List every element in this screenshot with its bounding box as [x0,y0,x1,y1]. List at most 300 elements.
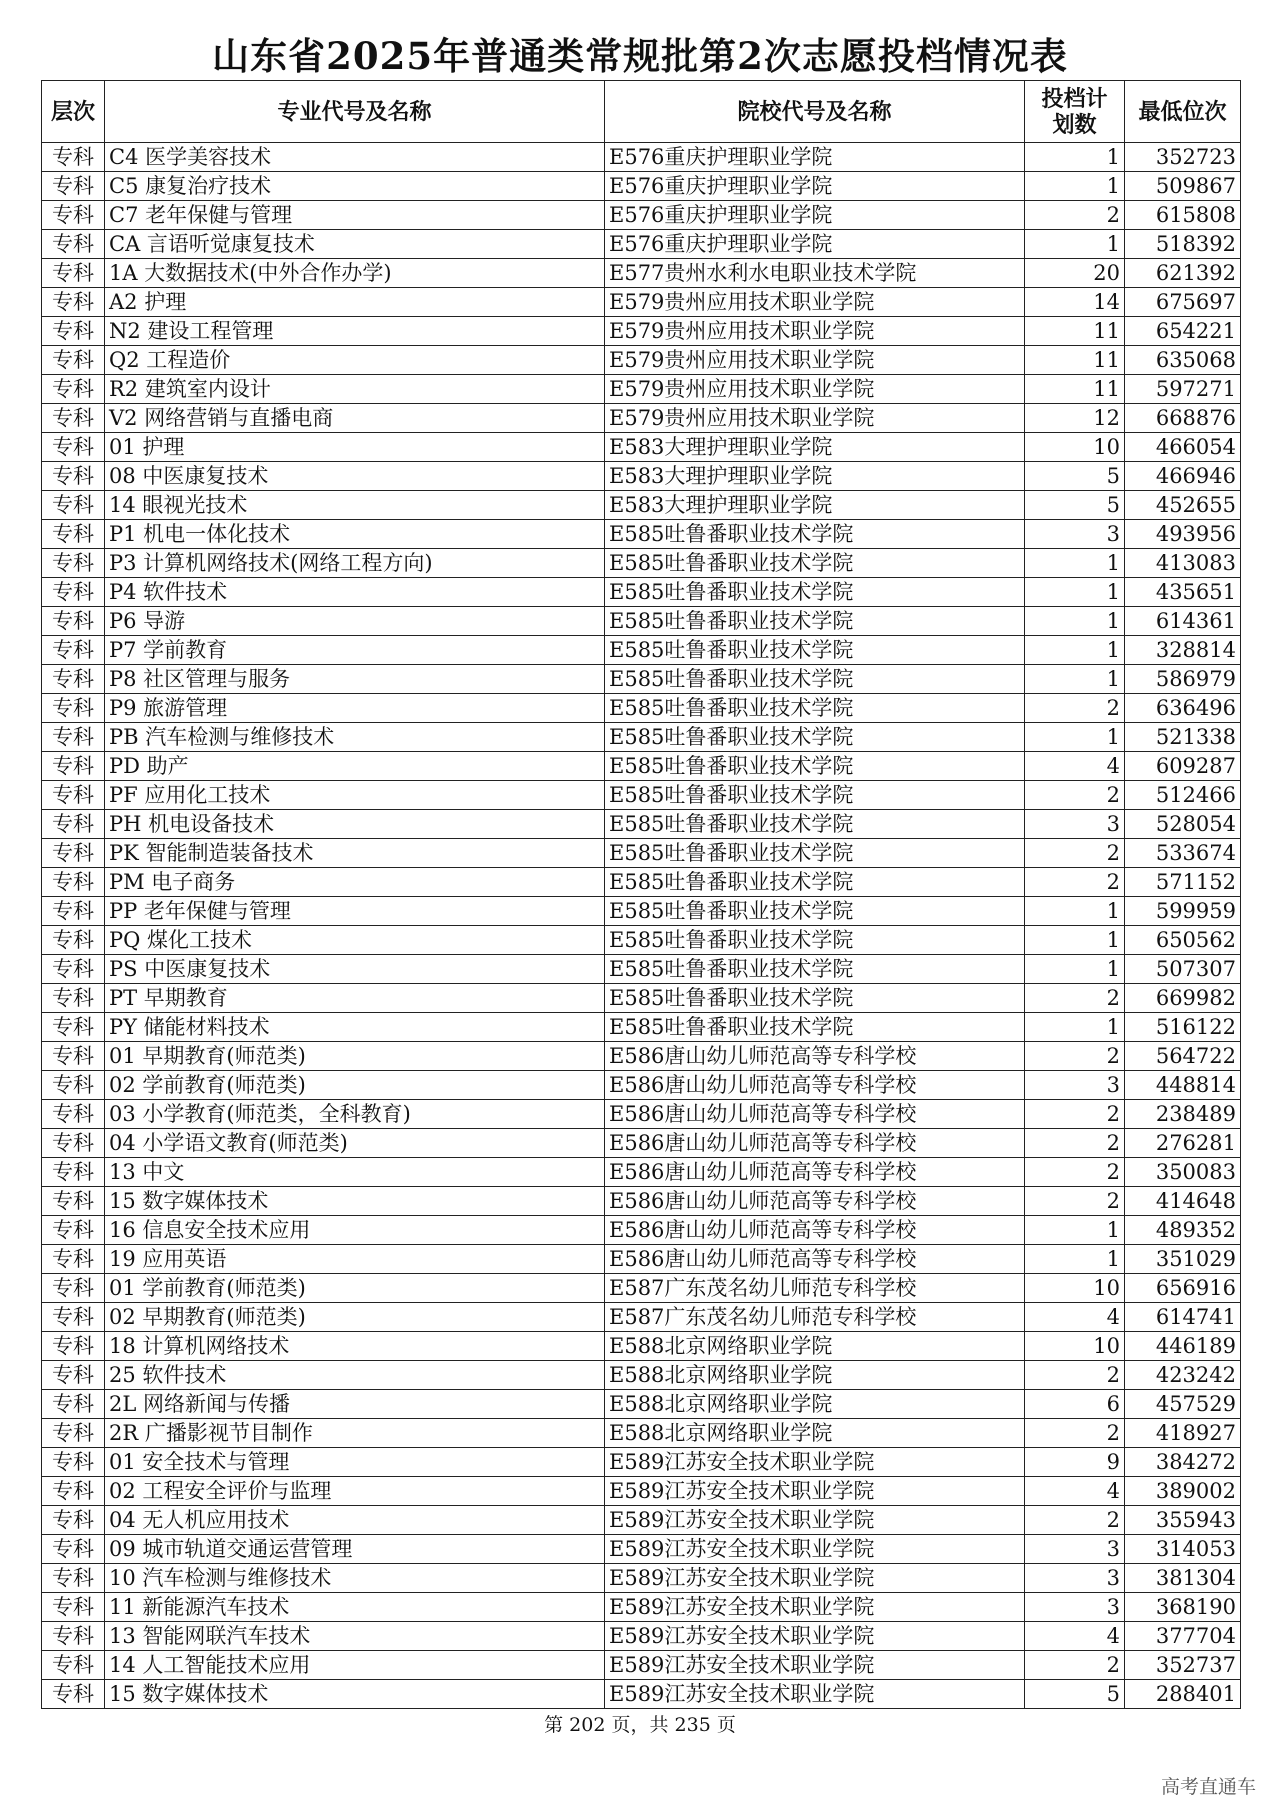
cell-school: E587广东茂名幼儿师范专科学校 [605,1274,1025,1303]
cell-level: 专科 [42,404,105,433]
table-row [42,1680,1241,1709]
admissions-table [41,80,1241,1709]
cell-level: 专科 [42,1216,105,1245]
cell-plan: 2 [1025,839,1125,868]
cell-school: E576重庆护理职业学院 [605,230,1025,259]
header-level: 层次 [42,81,105,143]
cell-rank: 615808 [1125,201,1241,230]
cell-school: E579贵州应用技术职业学院 [605,404,1025,433]
cell-rank: 669982 [1125,984,1241,1013]
cell-rank: 350083 [1125,1158,1241,1187]
table-row [42,1158,1241,1187]
table-row [42,259,1241,288]
cell-major: 15 数字媒体技术 [105,1680,605,1709]
cell-school: E585吐鲁番职业技术学院 [605,810,1025,839]
cell-rank: 435651 [1125,578,1241,607]
cell-major: 02 早期教育(师范类) [105,1303,605,1332]
cell-level: 专科 [42,897,105,926]
cell-school: E585吐鲁番职业技术学院 [605,694,1025,723]
cell-rank: 355943 [1125,1506,1241,1535]
table-row [42,665,1241,694]
cell-major: C4 医学美容技术 [105,143,605,172]
cell-plan: 2 [1025,1361,1125,1390]
cell-major: PH 机电设备技术 [105,810,605,839]
cell-plan: 10 [1025,433,1125,462]
cell-plan: 2 [1025,1129,1125,1158]
cell-school: E585吐鲁番职业技术学院 [605,549,1025,578]
table-row [42,781,1241,810]
cell-school: E579贵州应用技术职业学院 [605,317,1025,346]
cell-school: E585吐鲁番职业技术学院 [605,665,1025,694]
cell-rank: 489352 [1125,1216,1241,1245]
cell-major: 16 信息安全技术应用 [105,1216,605,1245]
table-row [42,1013,1241,1042]
table-row [42,288,1241,317]
page-footer: 第 202 页，共 235 页 [544,1714,736,1736]
cell-major: 08 中医康复技术 [105,462,605,491]
cell-rank: 389002 [1125,1477,1241,1506]
table-row [42,1187,1241,1216]
cell-rank: 675697 [1125,288,1241,317]
header-major: 专业代号及名称 [105,81,605,143]
cell-major: 14 人工智能技术应用 [105,1651,605,1680]
table-row [42,1216,1241,1245]
table-row [42,1419,1241,1448]
cell-rank: 457529 [1125,1390,1241,1419]
cell-school: E589江苏安全技术职业学院 [605,1622,1025,1651]
cell-rank: 238489 [1125,1100,1241,1129]
cell-level: 专科 [42,1390,105,1419]
cell-level: 专科 [42,375,105,404]
table-row [42,926,1241,955]
cell-level: 专科 [42,781,105,810]
cell-plan: 5 [1025,462,1125,491]
table-row [42,549,1241,578]
cell-level: 专科 [42,578,105,607]
table-row [42,1622,1241,1651]
cell-plan: 4 [1025,1477,1125,1506]
cell-plan: 6 [1025,1390,1125,1419]
cell-level: 专科 [42,1535,105,1564]
cell-school: E585吐鲁番职业技术学院 [605,839,1025,868]
cell-rank: 614741 [1125,1303,1241,1332]
cell-rank: 509867 [1125,172,1241,201]
cell-major: 02 学前教育(师范类) [105,1071,605,1100]
cell-rank: 352737 [1125,1651,1241,1680]
table-row [42,1042,1241,1071]
cell-level: 专科 [42,346,105,375]
cell-major: V2 网络营销与直播电商 [105,404,605,433]
cell-plan: 3 [1025,1564,1125,1593]
cell-rank: 351029 [1125,1245,1241,1274]
cell-level: 专科 [42,636,105,665]
cell-major: C5 康复治疗技术 [105,172,605,201]
cell-plan: 1 [1025,636,1125,665]
cell-rank: 521338 [1125,723,1241,752]
cell-school: E585吐鲁番职业技术学院 [605,868,1025,897]
table-row [42,897,1241,926]
cell-plan: 2 [1025,1042,1125,1071]
table-row [42,1651,1241,1680]
cell-plan: 2 [1025,201,1125,230]
table-row [42,433,1241,462]
table-header-row [42,81,1241,143]
cell-level: 专科 [42,752,105,781]
cell-school: E589江苏安全技术职业学院 [605,1477,1025,1506]
cell-major: 03 小学教育(师范类，全科教育) [105,1100,605,1129]
cell-level: 专科 [42,1622,105,1651]
cell-major: P4 软件技术 [105,578,605,607]
cell-school: E577贵州水利水电职业技术学院 [605,259,1025,288]
cell-school: E588北京网络职业学院 [605,1390,1025,1419]
cell-plan: 1 [1025,578,1125,607]
table-row [42,520,1241,549]
cell-plan: 2 [1025,781,1125,810]
table-row [42,1303,1241,1332]
cell-level: 专科 [42,1129,105,1158]
cell-level: 专科 [42,172,105,201]
cell-major: P8 社区管理与服务 [105,665,605,694]
cell-school: E585吐鲁番职业技术学院 [605,520,1025,549]
cell-school: E589江苏安全技术职业学院 [605,1506,1025,1535]
table-row [42,1361,1241,1390]
cell-level: 专科 [42,955,105,984]
cell-school: E586唐山幼儿师范高等专科学校 [605,1187,1025,1216]
cell-level: 专科 [42,1506,105,1535]
cell-plan: 1 [1025,897,1125,926]
cell-plan: 1 [1025,607,1125,636]
cell-rank: 446189 [1125,1332,1241,1361]
cell-level: 专科 [42,868,105,897]
cell-major: P6 导游 [105,607,605,636]
table-row [42,723,1241,752]
cell-level: 专科 [42,143,105,172]
cell-plan: 1 [1025,1013,1125,1042]
cell-plan: 2 [1025,1100,1125,1129]
table-row [42,1274,1241,1303]
cell-level: 专科 [42,723,105,752]
cell-school: E576重庆护理职业学院 [605,201,1025,230]
cell-level: 专科 [42,665,105,694]
cell-major: 10 汽车检测与维修技术 [105,1564,605,1593]
cell-rank: 571152 [1125,868,1241,897]
cell-level: 专科 [42,1071,105,1100]
cell-plan: 3 [1025,1071,1125,1100]
table-row [42,839,1241,868]
cell-school: E589江苏安全技术职业学院 [605,1680,1025,1709]
cell-level: 专科 [42,1187,105,1216]
cell-level: 专科 [42,201,105,230]
cell-rank: 599959 [1125,897,1241,926]
table-row [42,1506,1241,1535]
cell-plan: 2 [1025,1187,1125,1216]
cell-school: E587广东茂名幼儿师范专科学校 [605,1303,1025,1332]
cell-plan: 12 [1025,404,1125,433]
cell-major: PF 应用化工技术 [105,781,605,810]
cell-plan: 2 [1025,1506,1125,1535]
cell-level: 专科 [42,433,105,462]
cell-rank: 654221 [1125,317,1241,346]
cell-level: 专科 [42,317,105,346]
header-plan [1025,81,1125,143]
cell-major: 2R 广播影视节目制作 [105,1419,605,1448]
table-body [42,143,1241,1709]
cell-plan: 1 [1025,1216,1125,1245]
cell-level: 专科 [42,810,105,839]
cell-rank: 466946 [1125,462,1241,491]
table-row [42,404,1241,433]
table-row [42,868,1241,897]
cell-rank: 276281 [1125,1129,1241,1158]
cell-school: E585吐鲁番职业技术学院 [605,1013,1025,1042]
cell-major: C7 老年保健与管理 [105,201,605,230]
cell-level: 专科 [42,607,105,636]
cell-level: 专科 [42,549,105,578]
cell-level: 专科 [42,462,105,491]
cell-major: 18 计算机网络技术 [105,1332,605,1361]
cell-major: PY 储能材料技术 [105,1013,605,1042]
cell-major: 01 学前教育(师范类) [105,1274,605,1303]
table-row [42,1448,1241,1477]
cell-plan: 11 [1025,346,1125,375]
cell-plan: 2 [1025,1651,1125,1680]
cell-major: PM 电子商务 [105,868,605,897]
cell-rank: 493956 [1125,520,1241,549]
cell-rank: 328814 [1125,636,1241,665]
cell-school: E585吐鲁番职业技术学院 [605,636,1025,665]
cell-school: E579贵州应用技术职业学院 [605,288,1025,317]
cell-school: E585吐鲁番职业技术学院 [605,752,1025,781]
cell-school: E586唐山幼儿师范高等专科学校 [605,1129,1025,1158]
cell-school: E588北京网络职业学院 [605,1332,1025,1361]
cell-rank: 528054 [1125,810,1241,839]
cell-school: E586唐山幼儿师范高等专科学校 [605,1100,1025,1129]
cell-rank: 533674 [1125,839,1241,868]
cell-plan: 10 [1025,1274,1125,1303]
cell-plan: 1 [1025,723,1125,752]
cell-major: P1 机电一体化技术 [105,520,605,549]
cell-major: 01 安全技术与管理 [105,1448,605,1477]
cell-major: 2L 网络新闻与传播 [105,1390,605,1419]
cell-school: E576重庆护理职业学院 [605,143,1025,172]
cell-plan: 20 [1025,259,1125,288]
cell-level: 专科 [42,984,105,1013]
cell-major: 04 小学语文教育(师范类) [105,1129,605,1158]
cell-major: 13 智能网联汽车技术 [105,1622,605,1651]
cell-level: 专科 [42,1303,105,1332]
cell-major: 04 无人机应用技术 [105,1506,605,1535]
cell-school: E583大理护理职业学院 [605,433,1025,462]
cell-plan: 3 [1025,1593,1125,1622]
cell-level: 专科 [42,1593,105,1622]
cell-major: 09 城市轨道交通运营管理 [105,1535,605,1564]
table-row [42,317,1241,346]
cell-plan: 4 [1025,1622,1125,1651]
cell-level: 专科 [42,1013,105,1042]
cell-level: 专科 [42,926,105,955]
cell-school: E588北京网络职业学院 [605,1361,1025,1390]
cell-major: 01 早期教育(师范类) [105,1042,605,1071]
cell-school: E583大理护理职业学院 [605,491,1025,520]
cell-rank: 418927 [1125,1419,1241,1448]
cell-major: 11 新能源汽车技术 [105,1593,605,1622]
cell-plan: 1 [1025,143,1125,172]
cell-plan: 1 [1025,665,1125,694]
cell-school: E589江苏安全技术职业学院 [605,1564,1025,1593]
cell-school: E586唐山幼儿师范高等专科学校 [605,1071,1025,1100]
cell-school: E579贵州应用技术职业学院 [605,346,1025,375]
cell-plan: 1 [1025,172,1125,201]
cell-rank: 609287 [1125,752,1241,781]
cell-rank: 597271 [1125,375,1241,404]
cell-level: 专科 [42,491,105,520]
cell-school: E585吐鲁番职业技术学院 [605,607,1025,636]
cell-rank: 650562 [1125,926,1241,955]
cell-plan: 1 [1025,955,1125,984]
cell-plan: 11 [1025,375,1125,404]
cell-rank: 516122 [1125,1013,1241,1042]
cell-rank: 564722 [1125,1042,1241,1071]
cell-major: PP 老年保健与管理 [105,897,605,926]
table-row [42,810,1241,839]
cell-level: 专科 [42,520,105,549]
cell-plan: 11 [1025,317,1125,346]
table-row [42,1071,1241,1100]
cell-rank: 423242 [1125,1361,1241,1390]
cell-school: E585吐鲁番职业技术学院 [605,955,1025,984]
cell-school: E589江苏安全技术职业学院 [605,1448,1025,1477]
cell-major: 02 工程安全评价与监理 [105,1477,605,1506]
cell-plan: 1 [1025,230,1125,259]
cell-plan: 2 [1025,868,1125,897]
cell-rank: 352723 [1125,143,1241,172]
cell-school: E588北京网络职业学院 [605,1419,1025,1448]
table-row [42,1477,1241,1506]
cell-rank: 668876 [1125,404,1241,433]
cell-level: 专科 [42,259,105,288]
cell-rank: 614361 [1125,607,1241,636]
cell-major: 25 软件技术 [105,1361,605,1390]
cell-rank: 635068 [1125,346,1241,375]
table-row [42,1564,1241,1593]
cell-level: 专科 [42,1245,105,1274]
cell-rank: 507307 [1125,955,1241,984]
table-row [42,607,1241,636]
table-row [42,462,1241,491]
cell-plan: 1 [1025,549,1125,578]
table-row [42,984,1241,1013]
cell-major: R2 建筑室内设计 [105,375,605,404]
cell-rank: 377704 [1125,1622,1241,1651]
cell-level: 专科 [42,1477,105,1506]
cell-major: PD 助产 [105,752,605,781]
cell-plan: 3 [1025,520,1125,549]
table-row [42,375,1241,404]
cell-major: PB 汽车检测与维修技术 [105,723,605,752]
cell-school: E585吐鲁番职业技术学院 [605,578,1025,607]
cell-school: E589江苏安全技术职业学院 [605,1593,1025,1622]
cell-major: PQ 煤化工技术 [105,926,605,955]
cell-plan: 1 [1025,926,1125,955]
cell-rank: 314053 [1125,1535,1241,1564]
cell-level: 专科 [42,1100,105,1129]
cell-rank: 381304 [1125,1564,1241,1593]
cell-level: 专科 [42,1448,105,1477]
table-row [42,1390,1241,1419]
cell-major: PK 智能制造装备技术 [105,839,605,868]
cell-school: E585吐鲁番职业技术学院 [605,897,1025,926]
page-title: 山东省2025年普通类常规批第2次志愿投档情况表 [212,34,1068,78]
table-row [42,1100,1241,1129]
cell-school: E585吐鲁番职业技术学院 [605,781,1025,810]
table-row [42,1245,1241,1274]
cell-major: P9 旅游管理 [105,694,605,723]
cell-major: 01 护理 [105,433,605,462]
cell-plan: 3 [1025,1535,1125,1564]
cell-major: P7 学前教育 [105,636,605,665]
cell-rank: 518392 [1125,230,1241,259]
cell-level: 专科 [42,230,105,259]
table-row [42,636,1241,665]
cell-school: E586唐山幼儿师范高等专科学校 [605,1216,1025,1245]
cell-level: 专科 [42,1564,105,1593]
table-row [42,1535,1241,1564]
cell-rank: 466054 [1125,433,1241,462]
table-row [42,694,1241,723]
cell-level: 专科 [42,288,105,317]
cell-major: 14 眼视光技术 [105,491,605,520]
cell-plan: 2 [1025,1419,1125,1448]
table-row [42,201,1241,230]
cell-plan: 4 [1025,752,1125,781]
cell-rank: 621392 [1125,259,1241,288]
cell-level: 专科 [42,1042,105,1071]
cell-school: E576重庆护理职业学院 [605,172,1025,201]
cell-school: E585吐鲁番职业技术学院 [605,926,1025,955]
cell-major: CA 言语听觉康复技术 [105,230,605,259]
cell-rank: 448814 [1125,1071,1241,1100]
cell-level: 专科 [42,839,105,868]
cell-rank: 288401 [1125,1680,1241,1709]
cell-major: A2 护理 [105,288,605,317]
cell-level: 专科 [42,1158,105,1187]
cell-plan: 5 [1025,1680,1125,1709]
cell-rank: 368190 [1125,1593,1241,1622]
header-rank: 最低位次 [1125,81,1241,143]
cell-major: PS 中医康复技术 [105,955,605,984]
cell-rank: 384272 [1125,1448,1241,1477]
cell-school: E586唐山幼儿师范高等专科学校 [605,1158,1025,1187]
table-row [42,578,1241,607]
cell-plan: 2 [1025,984,1125,1013]
cell-rank: 512466 [1125,781,1241,810]
table-row [42,491,1241,520]
watermark: 高考直通车 [1160,1776,1256,1798]
cell-school: E589江苏安全技术职业学院 [605,1651,1025,1680]
cell-level: 专科 [42,1680,105,1709]
cell-school: E589江苏安全技术职业学院 [605,1535,1025,1564]
cell-major: Q2 工程造价 [105,346,605,375]
cell-major: 1A 大数据技术(中外合作办学) [105,259,605,288]
cell-major: 15 数字媒体技术 [105,1187,605,1216]
cell-major: N2 建设工程管理 [105,317,605,346]
header-school: 院校代号及名称 [605,81,1025,143]
cell-plan: 4 [1025,1303,1125,1332]
cell-plan: 10 [1025,1332,1125,1361]
cell-level: 专科 [42,1361,105,1390]
cell-school: E585吐鲁番职业技术学院 [605,984,1025,1013]
cell-rank: 656916 [1125,1274,1241,1303]
